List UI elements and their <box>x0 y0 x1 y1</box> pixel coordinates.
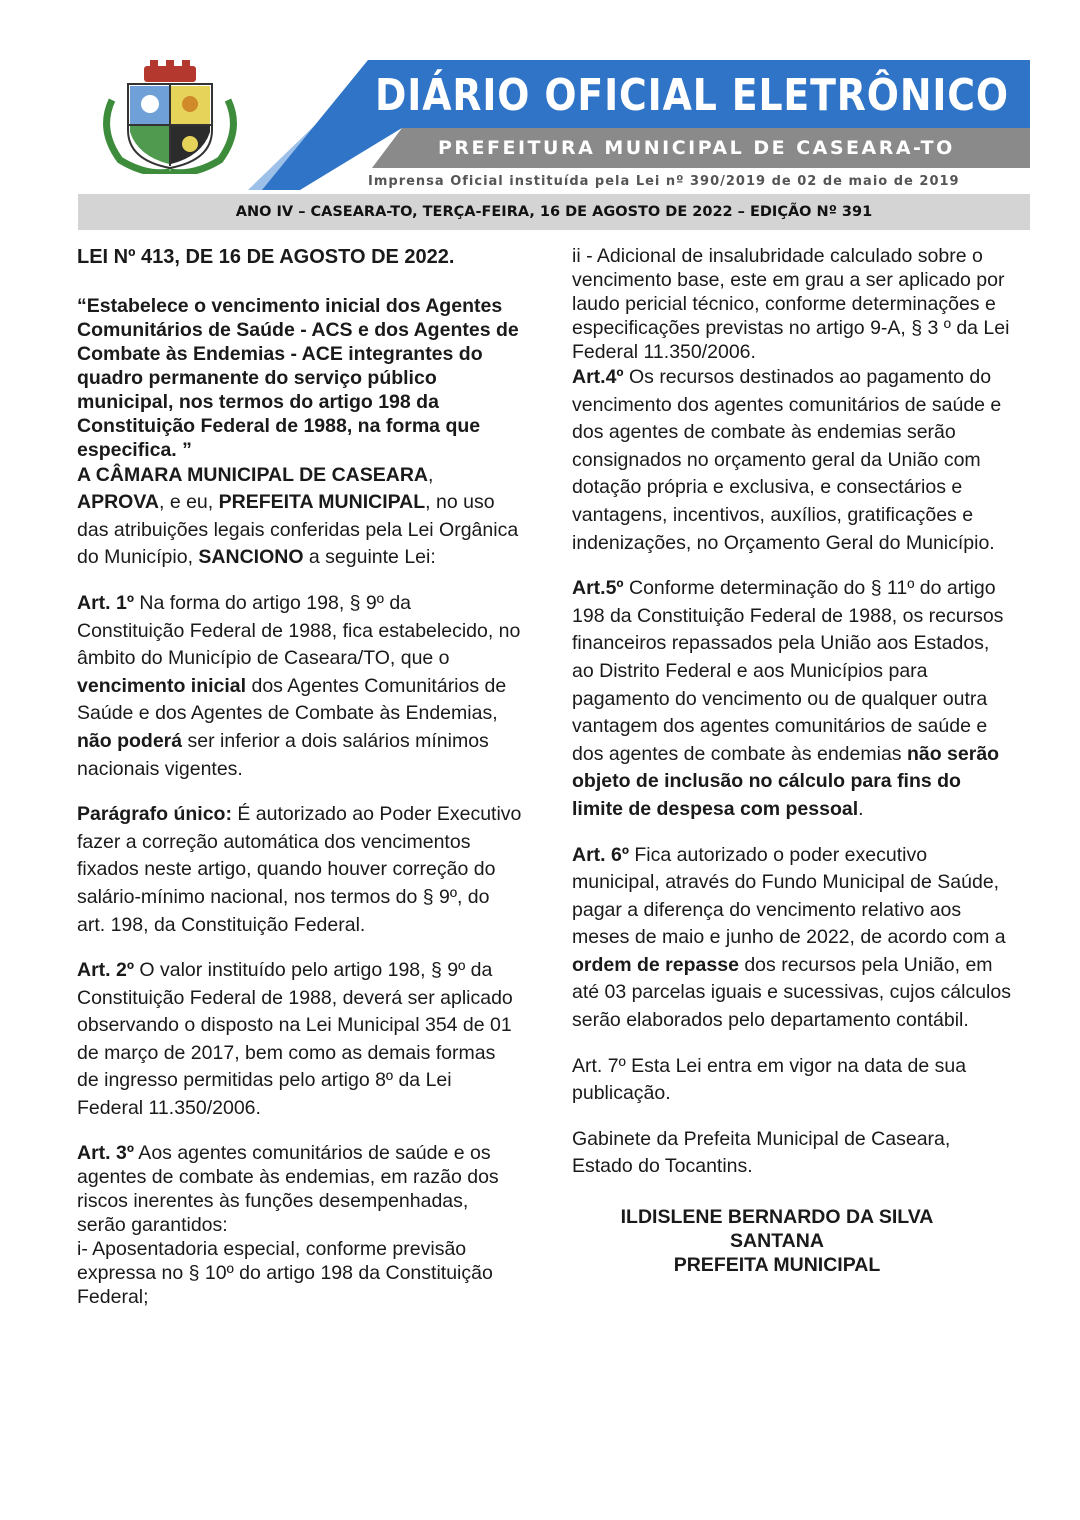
article-4-text: Os recursos destinados ao pagamento do vencimento dos agentes comunitários de saúde e dos agentes de combate às endemias serão consignados no orçamento geral da União com dotação própria e exclusiva, e consectários e vantagens, incentivos, auxílios, gratificações e indenizações, no Orçamento Geral do Município. <box>572 366 1002 554</box>
right-column <box>572 244 1012 1295</box>
publication-subtitle: PREFEITURA MUNICIPAL DE CASEARA-TO <box>438 137 955 159</box>
signature-name-line-2: SANTANA <box>730 1230 824 1253</box>
preamble-text-1: , <box>428 463 434 486</box>
law-ementa: “Estabelece o vencimento inicial dos Agentes Comunitários de Saúde - ACS e dos Agentes de Combate às Endemias - ACE integrantes do quadro permanente do serviço público municipal, nos termos do artigo 198 da Constituição Federal de 1988, na forma que especifica. ” <box>77 294 519 461</box>
publication-law-note: Imprensa Oficial instituída pela Lei nº 390/2019 de 02 de maio de 2019 <box>368 174 960 189</box>
article-3 <box>77 1141 522 1237</box>
article-6-bold-1: ordem de repasse <box>572 953 739 976</box>
left-column <box>77 244 522 1309</box>
article-5-text-2: . <box>858 797 864 820</box>
article-7: Art. 7º Esta Lei entra em vigor na data de sua publicação. <box>572 1054 967 1105</box>
article-5-label: Art.5º <box>572 577 624 600</box>
article-5-text-1: Conforme determinação do § 11º do artigo 198 da Constituição Federal de 1988, os recursos financeiros repassados pela União aos Estados, ao Distrito Federal e aos Municípios para pagamento do vencimento ou de qualquer outra vantagem dos agentes comunitários de saúde e dos agentes de combate às endemias <box>572 577 1004 765</box>
signature-title: PREFEITA MUNICIPAL <box>673 1254 881 1277</box>
article-5 <box>572 575 1012 823</box>
edition-bar: ANO IV – CASEARA-TO, TERÇA-FEIRA, 16 DE AGOSTO DE 2022 – EDIÇÃO Nº 391 <box>78 194 1030 230</box>
article-2-label: Art. 2º <box>77 959 134 982</box>
article-6-text-2: dos recursos pela União, em até 03 parcelas iguais e sucessivas, cujos cálculos serão elaborados pelo departamento contábil. <box>572 953 1011 1032</box>
preamble-text-4: a seguinte Lei: <box>303 546 436 569</box>
article-3-item-i: i- Aposentadoria especial, conforme previsão expressa no § 10º do artigo 198 da Constituição Federal; <box>77 1237 493 1308</box>
article-2-text: O valor instituído pelo artigo 198, § 9º da Constituição Federal de 1988, deverá ser aplicado observando o disposto na Lei Municipal 354 de 01 de março de 2017, bem como as demais formas de ingresso permitidas pelo artigo 8º da Lei Federal 11.350/2006. <box>77 959 513 1120</box>
signature-block <box>572 1205 1012 1277</box>
article-3-label: Art. 3º <box>77 1141 134 1164</box>
article-3-text: Aos agentes comunitários de saúde e os agentes de combate às endemias, em razão dos riscos inerentes às funções desempenhadas, serão garantidos: <box>77 1141 499 1236</box>
article-1-text-2: dos Agentes Comunitários de Saúde e dos Agentes de Combate às Endemias, <box>77 674 507 725</box>
article-1-text-1: Na forma do artigo 198, § 9º da Constituição Federal de 1988, fica estabelecido, no âmbito do Município de Caseara/TO, que o <box>77 591 521 670</box>
preamble-bold-4: SANCIONO <box>198 546 304 569</box>
article-5-bold-1: não serão objeto de inclusão no cálculo para fins do limite de despesa com pessoal <box>572 742 1000 820</box>
article-6 <box>572 842 1012 1035</box>
article-1-label: Art. 1º <box>77 591 134 614</box>
article-2 <box>77 957 522 1123</box>
article-1 <box>77 590 522 783</box>
article-1-text-3: ser inferior a dois salários mínimos nacionais vigentes. <box>77 729 489 780</box>
sole-paragraph-label: Parágrafo único: <box>77 803 232 826</box>
preamble-text-2: , e eu, <box>158 491 219 514</box>
municipal-coat-of-arms-icon <box>98 60 242 174</box>
sole-paragraph-text: É autorizado ao Poder Executivo fazer a correção automática dos vencimentos fixados neste artigo, quando houver correção do salário-mínimo nacional, nos termos do § 9º, do art. 198, da Constituição Federal. <box>77 803 522 936</box>
article-1-bold-1: vencimento inicial <box>77 674 247 697</box>
article-6-label: Art. 6º <box>572 843 629 866</box>
preamble-paragraph <box>77 462 522 572</box>
preamble-bold-1: A CÂMARA MUNICIPAL DE CASEARA <box>77 463 428 486</box>
article-4-label: Art.4º <box>572 366 624 388</box>
closing-line: Gabinete da Prefeita Municipal de Caseara, Estado do Tocantins. <box>572 1127 951 1178</box>
preamble-text-3: , no uso das atribuições legais conferidas pela Lei Orgânica do Município, <box>77 491 519 569</box>
article-4 <box>572 364 1012 557</box>
sole-paragraph <box>77 801 522 939</box>
preamble-bold-2: APROVA <box>77 491 159 514</box>
article-1-bold-2: não poderá <box>77 729 183 752</box>
article-6-text-1: Fica autorizado o poder executivo municipal, através do Fundo Municipal de Saúde, pagar a diferença do vencimento relativo aos meses de maio e junho de 2022, de acordo com a <box>572 843 1006 949</box>
preamble-bold-3: PREFEITA MUNICIPAL <box>218 491 426 514</box>
law-title: LEI Nº 413, DE 16 DE AGOSTO DE 2022. <box>77 246 455 268</box>
signature-name-line-1: ILDISLENE BERNARDO DA SILVA <box>620 1206 934 1229</box>
article-3-item-ii: ii - Adicional de insalubridade calculado sobre o vencimento base, este em grau a ser aplicado por laudo pericial técnico, conforme determinações e especificações previstas no artigo 9-A, § 3 º da Lei Federal 11.350/2006. <box>572 245 1010 363</box>
publication-title: DIÁRIO OFICIAL ELETRÔNICO <box>375 70 1009 121</box>
